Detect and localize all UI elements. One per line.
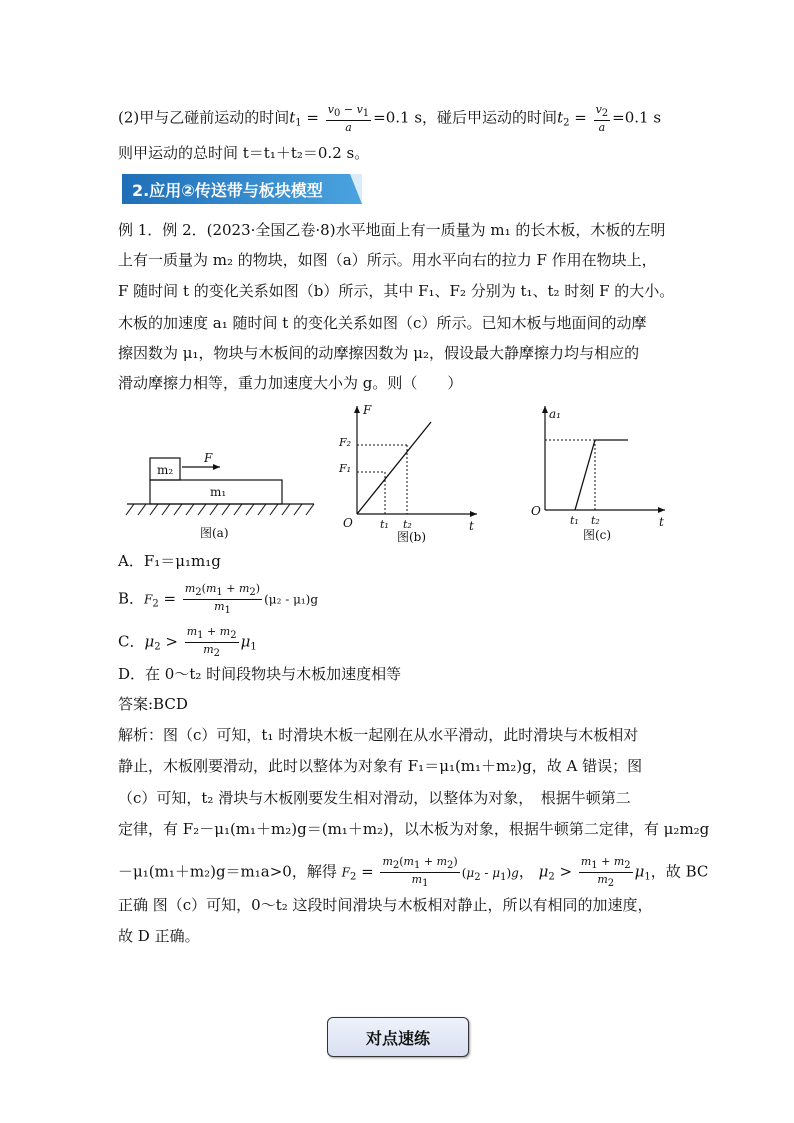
question-line-1: 例 1．例 2．(2023·全国乙卷·8)水平地面上有一质量为 m₁ 的长木板，木板的左明 [118, 221, 666, 239]
analysis-line-5: －μ₁(m₁＋m₂)g＝m₁a>0，解得 $F_2$ = $\frac{m_2(m_1 + m_2)}{m_1}$ $(\mu_2 - \mu_1)g$， $\mu_2$ > $\frac{m_1 + m_2}{m_2}$ $\mu_1$，故 BC [118, 855, 709, 889]
solution-line-1: (2)甲与乙碰前运动的时间$t_1$ = $\frac{v_0 - v_1}{a}$ =0.1 s，碰后甲运动的时间$t_2$ = $\frac{v_2}{a}$ =0.1 s [118, 103, 662, 134]
label-F: F [204, 451, 213, 465]
answer: 答案:BCD [118, 695, 188, 713]
caption-b: 图(b) [397, 530, 427, 544]
ground-hatch [126, 504, 314, 515]
question-line-2: 上有一质量为 m₂ 的物块，如图（a）所示。用水平向右的拉力 F 作用在物块上， [118, 251, 657, 269]
b-x-label: t [469, 519, 474, 533]
label-m1: m₁ [210, 485, 227, 499]
analysis-line-3: （c）可知，t₂ 滑块与木板刚要发生相对滑动，以整体为对象， 根据牛顿第二 [118, 789, 631, 807]
solution-line-2: 则甲运动的总时间 t＝t₁＋t₂＝0.2 s。 [118, 144, 370, 162]
c-t2-label: t₂ [591, 514, 600, 527]
section-banner [122, 174, 362, 204]
fraction-t1: $\frac{v_0 - v_1}{a}$ [327, 103, 370, 134]
c-origin: O [531, 504, 541, 518]
caption-a: 图(a) [200, 526, 229, 540]
fraction-t2: $\frac{v_2}{a}$ [595, 103, 609, 134]
b-t1-label: t₁ [380, 518, 389, 531]
c-accel-rise [575, 440, 595, 510]
b-F1-label: F₁ [339, 462, 352, 475]
analysis-line-2: 静止，木板刚要滑动，此时以整体为对象有 F₁＝μ₁(m₁＋m₂)g，故 A 错误；图 [118, 757, 643, 775]
c-t1-label: t₁ [570, 514, 579, 527]
question-line-5: 擦因数为 μ₁，物块与木板间的动摩擦因数为 μ₂，假设最大静摩擦力均与相应的 [118, 344, 640, 362]
practice-button[interactable]: 对点速练 [327, 1017, 469, 1057]
b-y-label: F [363, 403, 372, 417]
analysis-line-7: 故 D 正确。 [118, 927, 200, 945]
b-t2-label: t₂ [403, 518, 412, 531]
option-a: A．F₁＝μ₁m₁g [118, 552, 221, 570]
analysis-line-6: 正确 图（c）可知，0～t₂ 这段时间滑块与木板相对静止，所以有相同的加速度， [118, 896, 653, 914]
caption-c: 图(c) [583, 528, 612, 542]
figure-a [122, 445, 322, 545]
banner-label: 2.应用②传送带与板块模型 [132, 181, 323, 200]
option-c: C．$\mu_2$ > $\frac{m_1 + m_2}{m_2}$ $\mu_1$ [118, 625, 257, 659]
figure-c [525, 400, 675, 545]
c-x-label: t [659, 515, 664, 529]
c-y-label: a₁ [549, 407, 561, 421]
b-origin: O [343, 516, 353, 530]
option-c-fraction: $\frac{m_1 + m_2}{m_2}$ [186, 625, 237, 659]
analysis-line-4: 定律，有 F₂－μ₁(m₁＋m₂)g＝(m₁＋m₂)，以木板为对象，根据牛顿第二定律，有 μ₂m₂g [118, 820, 710, 838]
analysis-fraction-mu: $\frac{m_1 + m_2}{m_2}$ [580, 855, 631, 889]
figure-b [337, 400, 487, 545]
option-d: D．在 0～t₂ 时间段物块与木板加速度相等 [118, 665, 402, 683]
option-b-fraction: $\frac{m_2(m_1 + m_2)}{m_1}$ [184, 582, 261, 616]
analysis-line-1: 解析：图（c）可知，t₁ 时滑块木板一起刚在从水平滑动，此时滑块与木板相对 [118, 726, 639, 744]
analysis-fraction-F2: $\frac{m_2(m_1 + m_2)}{m_1}$ [382, 855, 458, 889]
question-line-4: 木板的加速度 a₁ 随时间 t 的变化关系如图（c）所示。已知木板与地面间的动摩 [118, 314, 647, 332]
b-force-line [357, 422, 431, 514]
label-m2: m₂ [157, 463, 174, 477]
option-b: B．$F_2$ = $\frac{m_2(m_1 + m_2)}{m_1}$ (μ₂ - μ₁)g [118, 582, 319, 616]
question-line-6: 滑动摩擦力相等，重力加速度大小为 g。则（ ） [118, 374, 463, 392]
force-arrowhead [213, 464, 220, 470]
b-F2-label: F₂ [339, 436, 352, 449]
question-line-3: F 随时间 t 的变化关系如图（b）所示，其中 F₁、F₂ 分别为 t₁、t₂ 时刻 F 的大小。 [118, 282, 675, 300]
